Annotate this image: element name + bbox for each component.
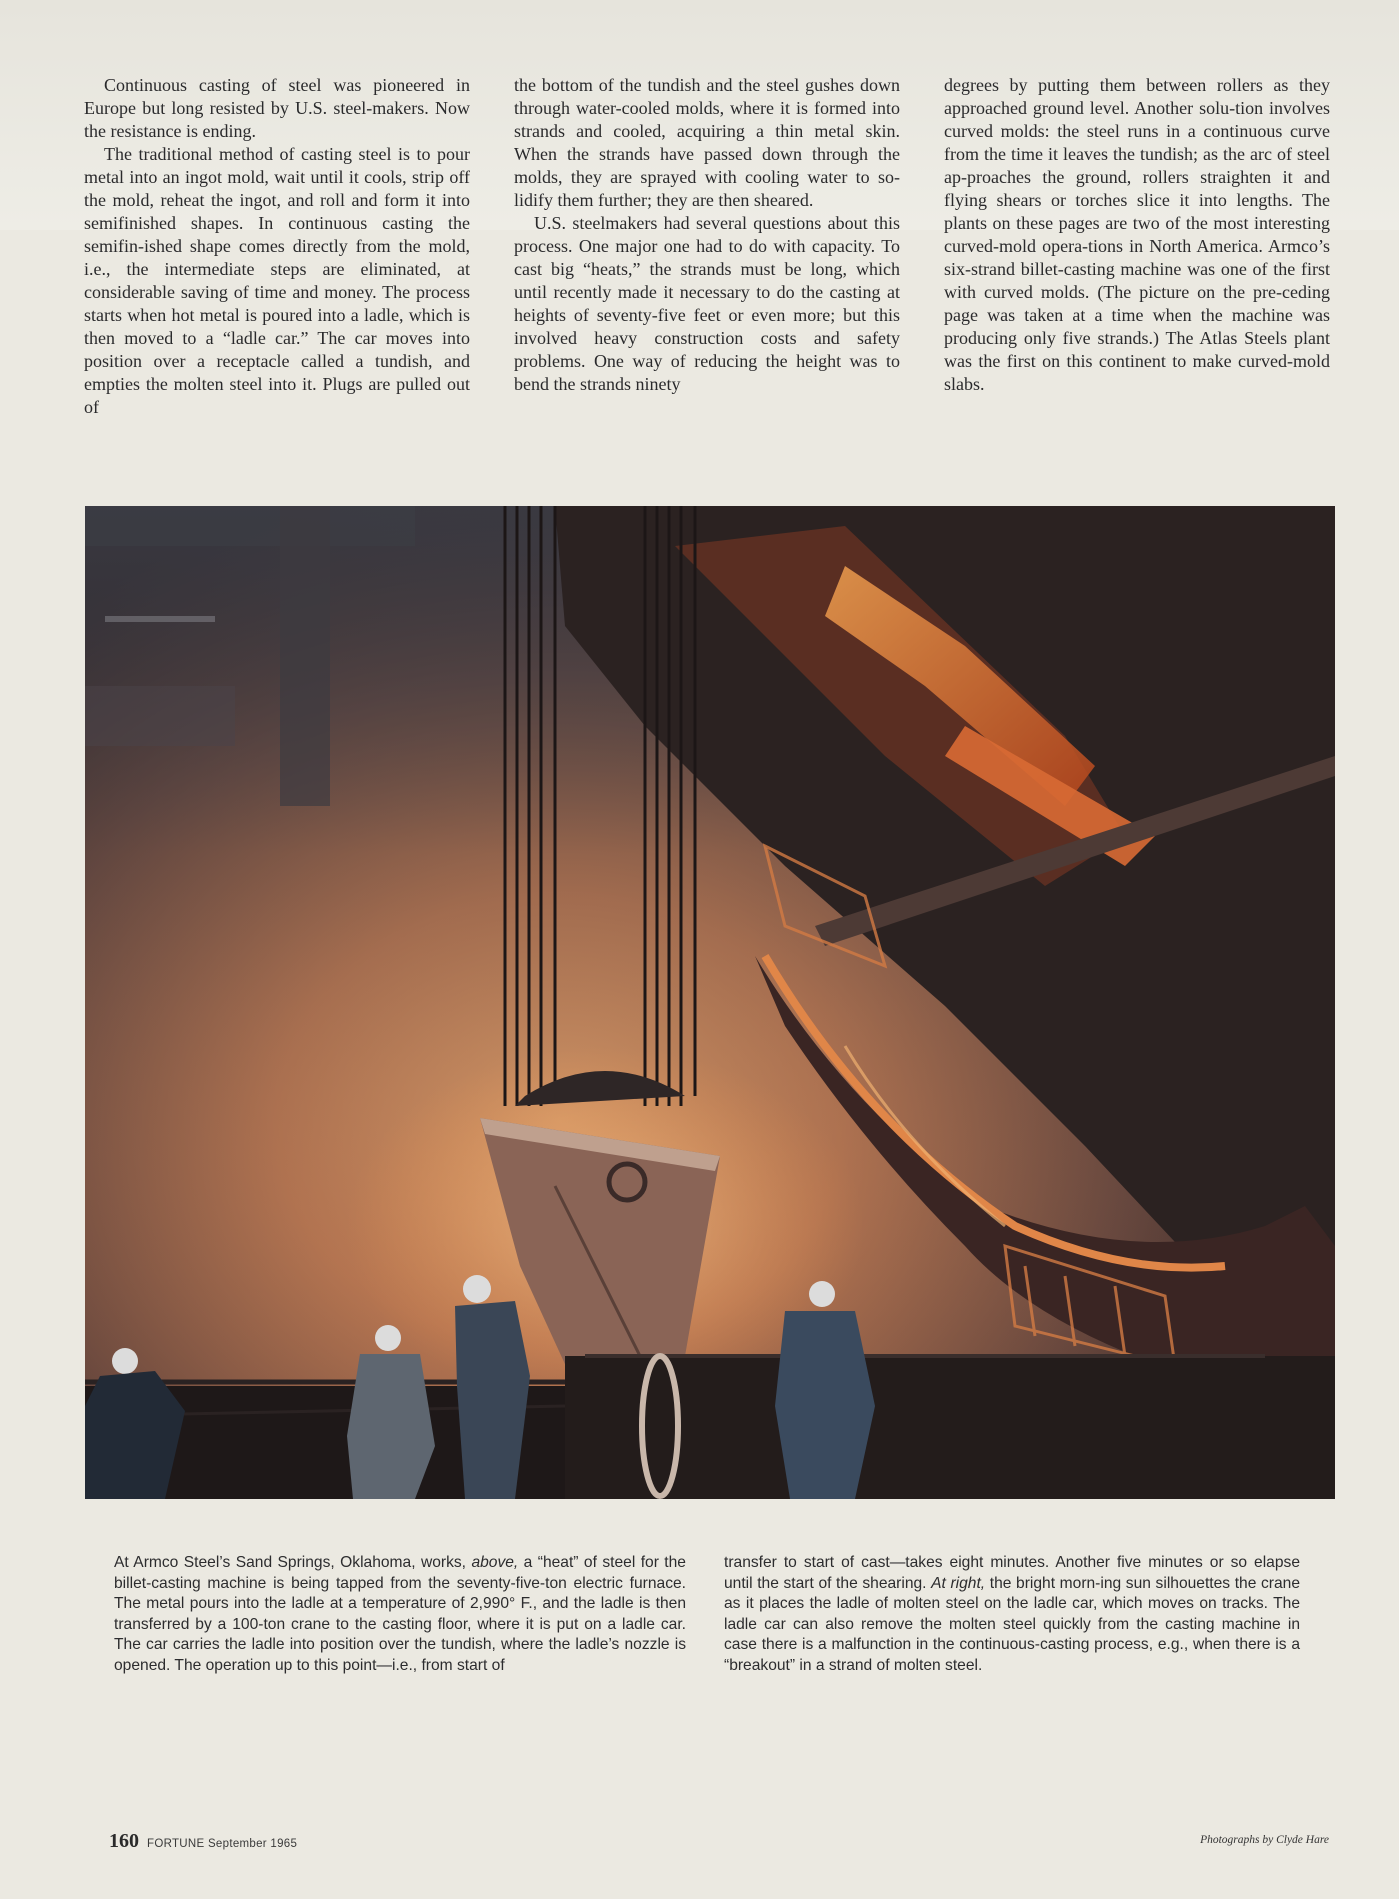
caption-text: transfer to start of cast—takes eight minutes. Another five minutes or so elapse until the start of the shearing. — [724, 1554, 1300, 1592]
caption-text: a “heat” of steel for the billet-casting machine is being tapped from the seventy-five-ton electric furnace. The metal pours into the ladle at a temperature of 2,990° F., and the ladle is then transferred by a 100-ton crane to the casting floor, where it is put on a ladle car. The car carries the ladle into position over the tundish, where the ladle’s nozzle is opened. The operation up to this point—i.e., from start of — [114, 1554, 686, 1674]
page-number: 160 — [109, 1830, 139, 1852]
page-footer — [109, 1830, 1329, 1856]
paragraph: U.S. steelmakers had several questions about this process. One major one had to do with capacity. To cast big “heats,” the strands must be long, which until recently made it necessary to do the casting at heights of seventy-five feet or even more; but this involved heavy construction costs and safety problems. One way of reducing the height was to bend the strands ninety — [514, 213, 900, 394]
caption-emphasis: At right, — [931, 1574, 986, 1592]
caption-text: the bright morn-ing sun silhouettes the crane as it places the ladle of molten steel on the ladle car, which moves on tracks. The ladle car can also remove the molten steel quickly from the casting machine in case there is a malfunction in the continuous-casting process, e.g., when there is a “breakout” in a strand of molten steel. — [724, 1574, 1301, 1674]
text-column-1 — [84, 74, 470, 419]
caption-text: At Armco Steel’s Sand Springs, Oklahoma, works, — [114, 1554, 472, 1571]
steel-mill-photograph — [85, 506, 1335, 1499]
photo-caption-right — [724, 1553, 1300, 1676]
photo-credit: Photographs by Clyde Hare — [1200, 1834, 1329, 1846]
photo-caption-left — [114, 1553, 686, 1676]
caption-emphasis: above, — [471, 1554, 519, 1571]
paragraph: degrees by putting them between rollers as they approached ground level. Another solu-tion involves curved molds: the steel runs in a continuous curve from the time it leaves the tundish; as the arc of steel ap-proaches the ground, rollers straighten it and flying shears or torches slice it into lengths. The plants on these pages are two of the most interesting curved-mold opera-tions in North America. Armco’s six-strand billet-casting machine was one of the first with curved molds. (The picture on the pre-ceding page was taken at a time when the machine was producing only five strands.) The Atlas Steels plant was the first on this continent to make curved-mold slabs. — [944, 75, 1330, 394]
paragraph: Continuous casting of steel was pioneered in Europe but long resisted by U.S. steel-makers. Now the resistance is ending. — [84, 75, 470, 141]
photo-illustration — [85, 506, 1335, 1499]
paragraph: the bottom of the tundish and the steel gushes down through water-cooled molds, where it is formed into strands and cooled, acquiring a thin metal skin. When the strands have passed down through the molds, they are sprayed with cooling water to so-lidify them further; they are then sheared. — [514, 75, 900, 210]
text-column-3 — [944, 74, 1330, 396]
magazine-issue: FORTUNE September 1965 — [147, 1838, 298, 1850]
paragraph: The traditional method of casting steel is to pour metal into an ingot mold, wait until it cools, strip off the mold, reheat the ingot, and roll and form it into semifinished shapes. In continuous casting the semifin-ished shape comes directly from the mold, i.e., the intermediate steps are eliminated, at considerable saving of time and money. The process starts when hot metal is poured into a ladle, which is then moved to a “ladle car.” The car moves into position over a receptacle called a tundish, and empties the molten steel into it. Plugs are pulled out of — [84, 144, 470, 417]
text-column-2 — [514, 74, 900, 396]
